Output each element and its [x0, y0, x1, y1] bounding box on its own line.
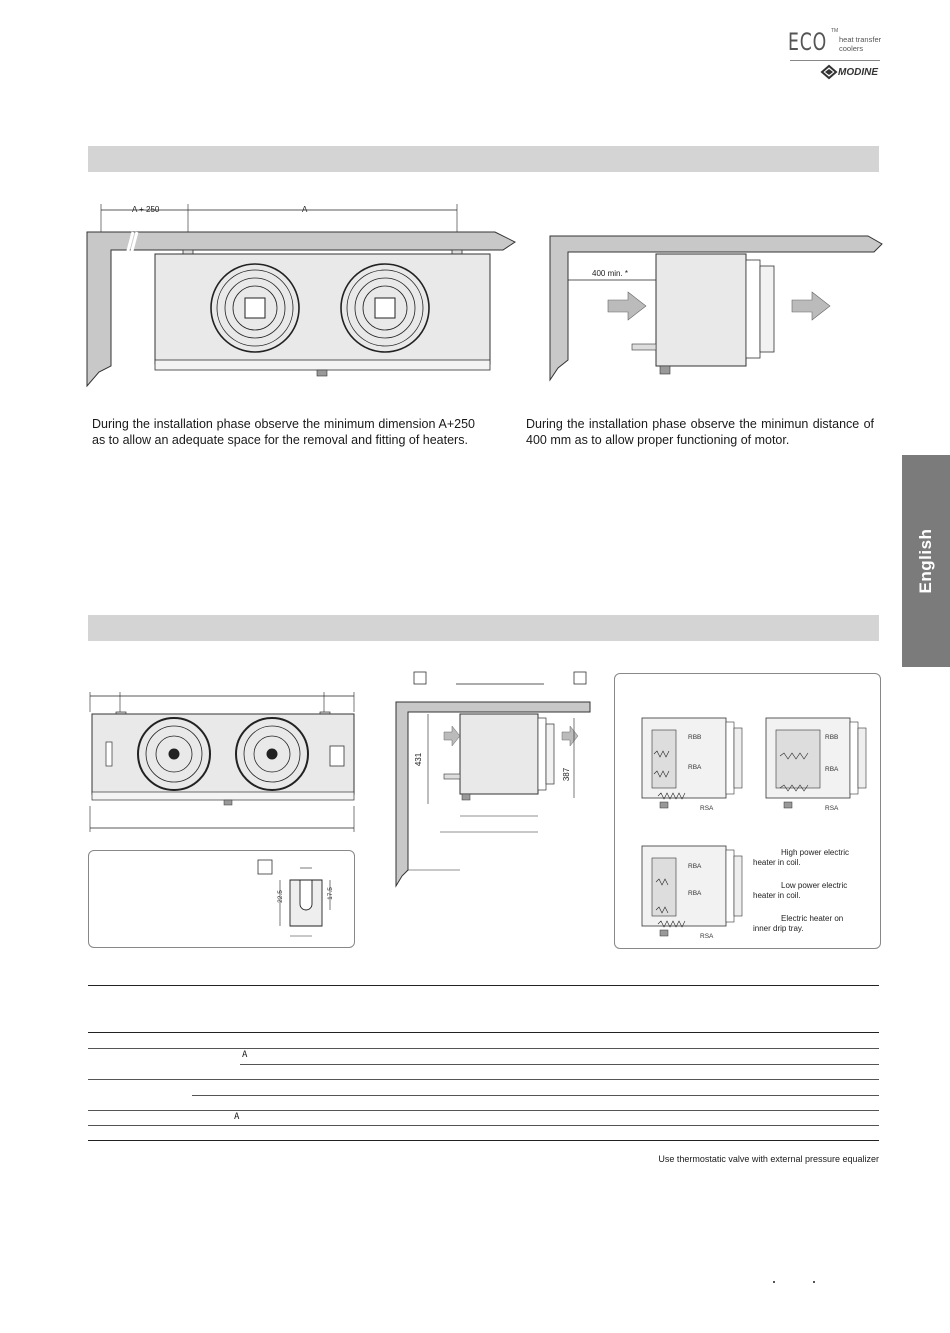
table-marker-a-1: A	[242, 1050, 248, 1060]
brand-logo	[786, 24, 886, 84]
front-dimension-diagram	[86, 688, 358, 833]
table-rule-row3	[88, 1079, 879, 1080]
dim-17-5: 17.5	[326, 887, 334, 900]
table-footnote: Use thermostatic valve with external pressure equalizer	[658, 1154, 879, 1164]
table-rule-row4	[192, 1095, 879, 1096]
table-rule-row6	[88, 1125, 879, 1126]
front-install-diagram	[85, 196, 520, 396]
section-bar-1	[88, 146, 879, 172]
label-rbb-1: RBB	[688, 734, 702, 741]
side-install-diagram	[548, 230, 883, 390]
brand-product: ECO	[788, 28, 827, 56]
brand-tagline-2: coolers	[839, 44, 864, 53]
page-mark	[773, 1281, 775, 1283]
table-marker-a-2: A	[234, 1112, 240, 1122]
modine-emblem-icon	[820, 64, 838, 80]
label-rba-1: RBA	[688, 764, 702, 771]
section-bar-2	[88, 615, 879, 641]
dim-387: 387	[562, 767, 572, 782]
label-rba-2: RBA	[825, 766, 839, 773]
table-rule-header	[88, 1032, 879, 1033]
table-rule-row5	[88, 1110, 879, 1111]
table-rule-row2	[240, 1064, 879, 1065]
dim-22-5: 22.5	[276, 890, 284, 903]
table-rule-row1	[88, 1048, 879, 1049]
dim-a-plus-250: A + 250	[132, 205, 160, 214]
bracket-detail-diagram	[256, 858, 348, 942]
legend-low-power: Low power electric heater in coil.	[753, 881, 848, 900]
dim-431: 431	[414, 752, 424, 767]
brand-company: MODINE	[838, 67, 878, 78]
brand-tagline-1: heat transfer	[839, 35, 882, 44]
page-mark-2	[813, 1281, 815, 1283]
dim-400-min: 400 min. *	[592, 269, 629, 278]
label-rba-3: RBA	[688, 863, 702, 870]
language-tab-label: English	[916, 528, 935, 594]
heater-config-diagram	[630, 712, 870, 942]
language-tab[interactable]	[902, 455, 950, 667]
legend-high-power: High power electric heater in coil.	[753, 848, 850, 867]
label-rsa-2: RSA	[825, 805, 839, 812]
dim-a: A	[302, 205, 308, 214]
label-rsa-3: RSA	[700, 933, 714, 940]
label-rsa-1: RSA	[700, 805, 714, 812]
brand-tm: TM	[831, 28, 839, 34]
label-rba-4: RBA	[688, 890, 702, 897]
left-note: During the installation phase observe the minimum dimension A+250 as to allow an adequate space for the removal and fitting of heaters.	[92, 417, 475, 447]
legend-drip-tray: Electric heater on inner drip tray.	[753, 914, 844, 933]
right-note: During the installation phase observe the minimun distance of 400 mm as to allow proper functioning of motor.	[526, 417, 874, 447]
table-rule-top	[88, 985, 879, 986]
table-rule-bottom	[88, 1140, 879, 1141]
label-rbb-2: RBB	[825, 734, 839, 741]
